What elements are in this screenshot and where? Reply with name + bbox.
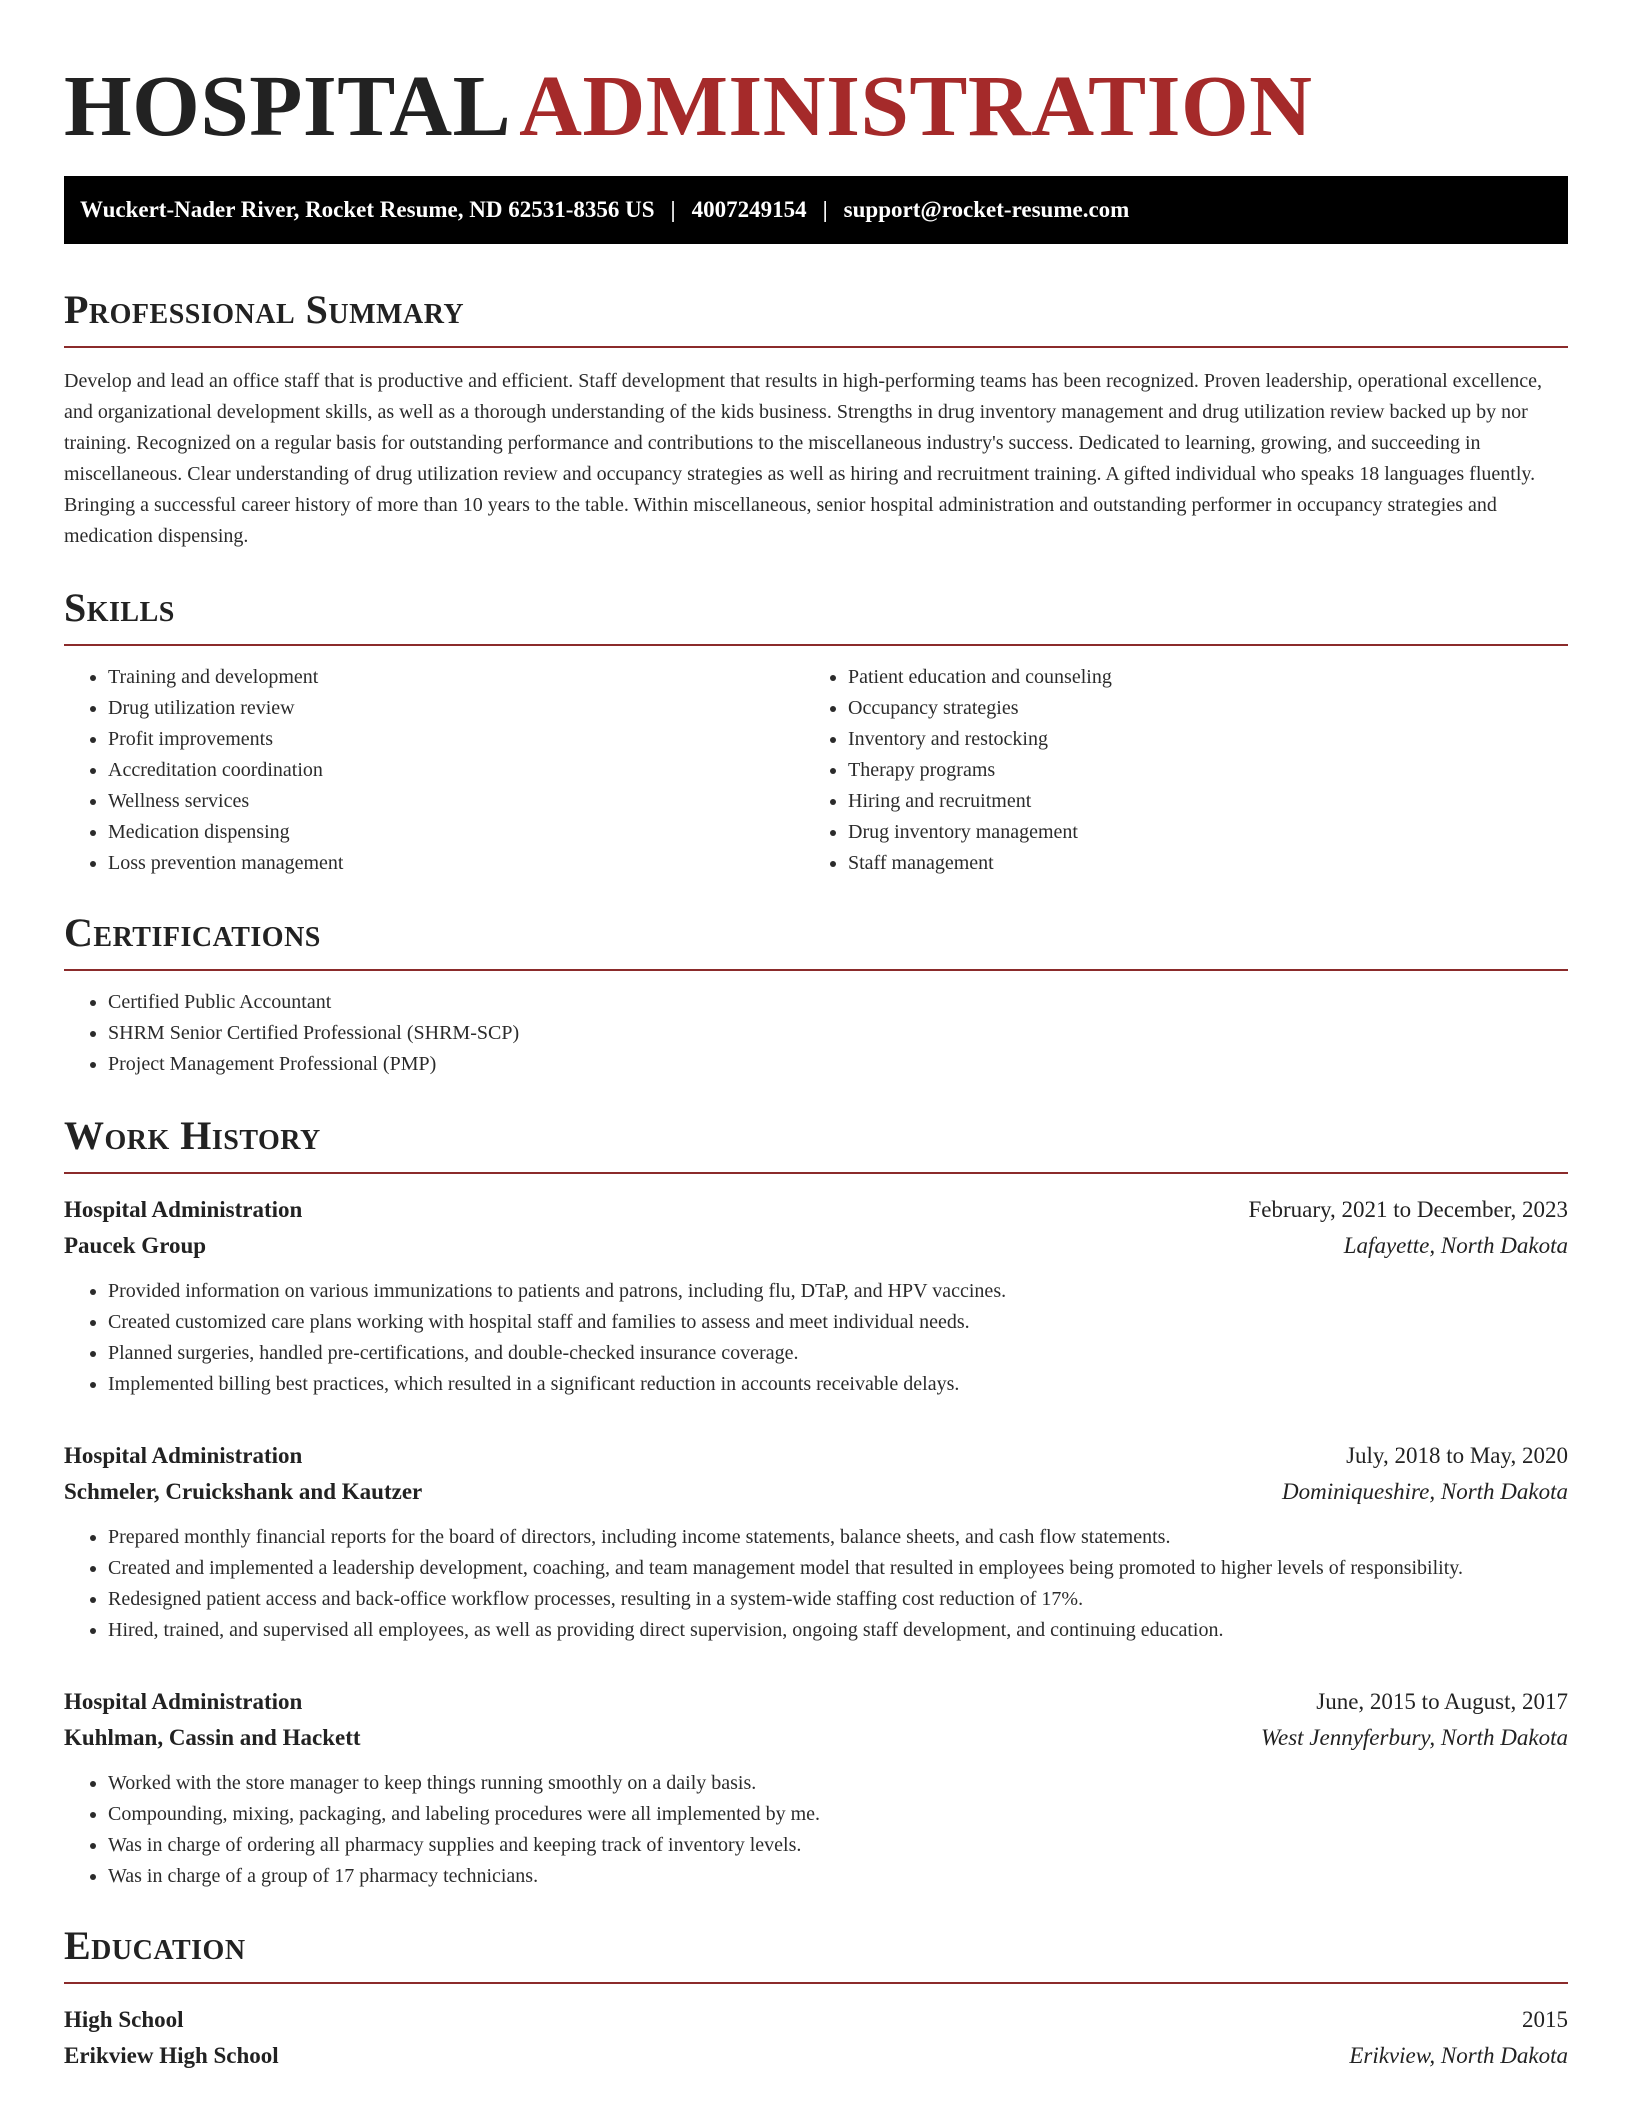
job-location: Lafayette, North Dakota	[1343, 1233, 1568, 1258]
skill-item: • Hiring and recruitment	[848, 786, 1544, 817]
job-dates: February, 2021 to December, 2023	[1248, 1197, 1568, 1222]
job-bullet: • Provided information on various immunizations to patients and patrons, including flu, DTaP, and HPV vaccines.	[108, 1276, 1568, 1307]
name-header	[64, 0, 1568, 176]
job-role: Hospital Administration	[64, 1443, 303, 1468]
job-bullet: • Compounding, mixing, packaging, and labeling procedures were all implemented by me.	[108, 1799, 1568, 1830]
certification-item: • SHRM Senior Certified Professional (SHRM-SCP)	[108, 1018, 1568, 1049]
job-dates: July, 2018 to May, 2020	[1346, 1443, 1568, 1468]
job-company-row	[64, 1228, 1568, 1264]
job-bullet: • Was in charge of ordering all pharmacy supplies and keeping track of inventory levels.	[108, 1830, 1568, 1861]
job-role: Hospital Administration	[64, 1689, 303, 1714]
summary-section	[64, 288, 1568, 552]
certification-item: • Certified Public Accountant	[108, 987, 1568, 1018]
job-header-row	[64, 1192, 1568, 1228]
certifications-section	[64, 911, 1568, 1080]
job-company-row	[64, 1720, 1568, 1756]
skill-item: • Therapy programs	[848, 755, 1544, 786]
job-entry	[64, 1192, 1568, 1400]
job-role: Hospital Administration	[64, 1197, 303, 1222]
job-company: Paucek Group	[64, 1233, 207, 1258]
work-history-section	[64, 1114, 1568, 1892]
contact-bar	[64, 176, 1568, 244]
section-title: Professional Summary	[64, 288, 1568, 348]
resume-name	[64, 56, 1568, 156]
job-bullet: • Created and implemented a leadership development, coaching, and team management model that resulted in employees being promoted to higher levels of responsibility.	[108, 1553, 1568, 1584]
job-bullet: • Worked with the store manager to keep things running smoothly on a daily basis.	[108, 1768, 1568, 1799]
education-header-row	[64, 2002, 1568, 2038]
name-first: HOSPITAL	[64, 57, 512, 154]
contact-separator: |	[822, 197, 828, 222]
job-header-row	[64, 1684, 1568, 1720]
job-company: Kuhlman, Cassin and Hackett	[64, 1725, 361, 1750]
job-company: Schmeler, Cruickshank and Kautzer	[64, 1479, 423, 1504]
education-school: Erikview High School	[64, 2043, 279, 2068]
job-location: Dominiqueshire, North Dakota	[1282, 1479, 1568, 1504]
name-last: ADMINISTRATION	[519, 57, 1313, 154]
skill-item: • Profit improvements	[108, 724, 804, 755]
job-bullet: • Hired, trained, and supervised all employees, as well as providing direct supervision, ongoing staff development, and continuing education.	[108, 1615, 1568, 1646]
section-title: Certifications	[64, 911, 1568, 971]
certifications-list	[64, 987, 1568, 1080]
contact-email: support@rocket-resume.com	[843, 197, 1130, 222]
skill-item: • Drug inventory management	[848, 817, 1544, 848]
job-bullets	[64, 1522, 1568, 1646]
contact-phone: 4007249154	[691, 197, 807, 222]
education-degree: High School	[64, 2007, 184, 2032]
job-bullet: • Implemented billing best practices, which resulted in a significant reduction in accounts receivable delays.	[108, 1369, 1568, 1400]
skill-item: • Medication dispensing	[108, 817, 804, 848]
skill-item: • Occupancy strategies	[848, 693, 1544, 724]
job-dates: June, 2015 to August, 2017	[1316, 1689, 1568, 1714]
certification-item: • Project Management Professional (PMP)	[108, 1049, 1568, 1080]
section-title: Work History	[64, 1114, 1568, 1174]
skills-list-left	[64, 662, 804, 879]
skill-item: • Staff management	[848, 848, 1544, 879]
job-bullets	[64, 1768, 1568, 1892]
education-entry	[64, 2002, 1568, 2074]
section-title: Skills	[64, 586, 1568, 646]
job-bullet: • Created customized care plans working with hospital staff and families to assess and meet individual needs.	[108, 1307, 1568, 1338]
job-company-row	[64, 1474, 1568, 1510]
job-bullet: • Prepared monthly financial reports for the board of directors, including income statements, balance sheets, and cash flow statements.	[108, 1522, 1568, 1553]
skill-item: • Inventory and restocking	[848, 724, 1544, 755]
job-bullet: • Planned surgeries, handled pre-certifications, and double-checked insurance coverage.	[108, 1338, 1568, 1369]
job-bullet: • Redesigned patient access and back-office workflow processes, resulting in a system-wide staffing cost reduction of 17%.	[108, 1584, 1568, 1615]
job-bullet: • Was in charge of a group of 17 pharmacy technicians.	[108, 1861, 1568, 1892]
job-entry	[64, 1684, 1568, 1892]
education-year: 2015	[1522, 2007, 1568, 2032]
skill-item: • Patient education and counseling	[848, 662, 1544, 693]
skill-item: • Training and development	[108, 662, 804, 693]
skill-item: • Wellness services	[108, 786, 804, 817]
job-header-row	[64, 1438, 1568, 1474]
education-section	[64, 1924, 1568, 2074]
skill-item: • Accreditation coordination	[108, 755, 804, 786]
skills-columns	[64, 646, 1568, 879]
contact-address: Wuckert-Nader River, Rocket Resume, ND 62531-8356 US	[80, 197, 655, 222]
skill-item: • Drug utilization review	[108, 693, 804, 724]
summary-text: Develop and lead an office staff that is productive and efficient. Staff development that results in high-performing teams has been recognized. Proven leadership, operational excellence, and organizational development skills, as well as a thorough understanding of the kids business. Strengths in drug inventory management and drug utilization review backed up by nor training. Recognized on a regular basis for outstanding performance and contributions to the miscellaneous industry's success. Dedicated to learning, growing, and succeeding in miscellaneous. Clear understanding of drug utilization review and occupancy strategies as well as hiring and recruitment training. A gifted individual who speaks 18 languages fluently. Bringing a successful career history of more than 10 years to the table. Within miscellaneous, senior hospital administration and outstanding performer in occupancy strategies and medication dispensing.	[64, 370, 1542, 547]
section-title: Education	[64, 1924, 1568, 1984]
job-location: West Jennyferbury, North Dakota	[1260, 1725, 1568, 1750]
skills-list-right	[804, 662, 1544, 879]
skills-section	[64, 586, 1568, 879]
education-school-row	[64, 2038, 1568, 2074]
education-location: Erikview, North Dakota	[1349, 2043, 1568, 2068]
job-entry	[64, 1438, 1568, 1646]
skill-item: • Loss prevention management	[108, 848, 804, 879]
job-bullets	[64, 1276, 1568, 1400]
contact-separator: |	[670, 197, 676, 222]
